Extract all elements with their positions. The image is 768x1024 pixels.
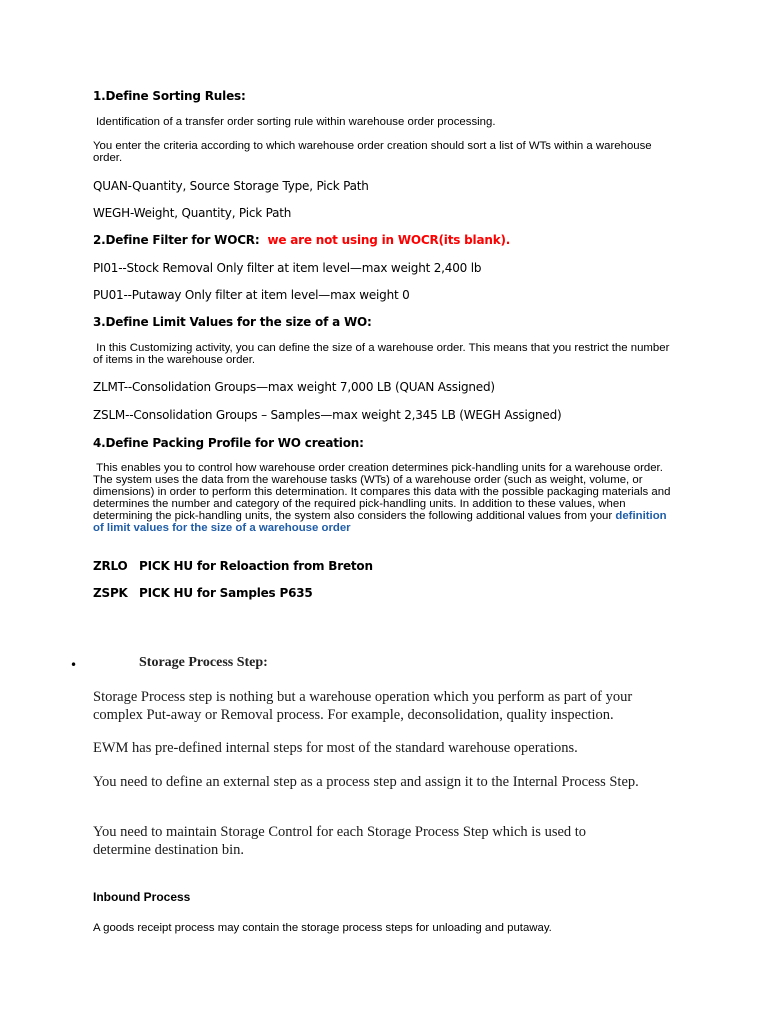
- limit-values-description: [93, 342, 678, 366]
- filter-note: we are not using in WOCR(its blank).: [267, 233, 511, 247]
- profile-description: PICK HU for Reloaction from Breton: [139, 559, 373, 573]
- limit-values-link[interactable]: definition of limit values for the size of a warehouse order: [93, 510, 667, 534]
- sorting-criteria-text: You enter the criteria according to which warehouse order creation should sort a list of WTs within a warehouse order.: [93, 140, 652, 164]
- filter-heading: 2.Define Filter for WOCR:: [93, 233, 260, 247]
- packing-description-text: This enables you to control how warehouse order creation determines pick-handling units for a warehouse order. The system uses the data from the warehouse tasks (WTs) of a warehouse order (such as weight, volume, or dimensions) in order to perform this determination. It compares this data with the possible packaging materials and determines the number and category of the required pick-handling units. In addition to these values, when determining the pick-handling units, the system also considers the following additional values from your: [93, 462, 671, 522]
- filter-pu01: PU01--Putaway Only filter at item level—max weight 0: [93, 288, 410, 302]
- inbound-process-heading: Inbound Process: [93, 890, 191, 904]
- sorting-rules-heading: 1.Define Sorting Rules:: [93, 89, 246, 103]
- limit-zslm: ZSLM--Consolidation Groups – Samples—max weight 2,345 LB (WEGH Assigned): [93, 408, 562, 422]
- limit-values-heading: 3.Define Limit Values for the size of a WO:: [93, 315, 372, 329]
- sorting-rule-quan: QUAN-Quantity, Source Storage Type, Pick Path: [93, 179, 369, 193]
- filter-heading-line: [93, 233, 683, 248]
- storage-process-paragraph: EWM has pre-defined internal steps for most of the standard warehouse operations.: [93, 740, 578, 756]
- packing-profile-zrlo: [93, 559, 683, 574]
- storage-process-paragraph: You need to define an external step as a process step and assign it to the Internal Process Step.: [93, 774, 639, 790]
- bullet-icon: •: [70, 658, 78, 672]
- sorting-rule-wegh: WEGH-Weight, Quantity, Pick Path: [93, 206, 292, 220]
- profile-code: ZRLO: [93, 559, 128, 573]
- profile-code: ZSPK: [93, 586, 128, 600]
- limit-values-description-text: In this Customizing activity, you can define the size of a warehouse order. This means that you restrict the number of items in the warehouse order.: [93, 342, 670, 366]
- storage-process-paragraph: You need to maintain Storage Control for each Storage Process Step which is used to determine destination bin.: [93, 824, 587, 858]
- limit-zlmt: ZLMT--Consolidation Groups—max weight 7,000 LB (QUAN Assigned): [93, 380, 495, 394]
- sorting-identification-text: Identification of a transfer order sorting rule within warehouse order processing.: [96, 116, 496, 128]
- inbound-process-text: A goods receipt process may contain the storage process steps for unloading and putaway.: [93, 922, 552, 934]
- packing-profile-zspk: [93, 586, 683, 601]
- storage-process-heading: Storage Process Step:: [139, 655, 268, 670]
- storage-process-paragraph: Storage Process step is nothing but a warehouse operation which you perform as part of your complex Put-away or Removal process. For example, deconsolidation, quality inspection.: [93, 689, 633, 723]
- filter-pi01: PI01--Stock Removal Only filter at item level—max weight 2,400 lb: [93, 261, 482, 275]
- packing-profile-heading: 4.Define Packing Profile for WO creation:: [93, 436, 364, 450]
- packing-profile-description: [93, 462, 678, 534]
- profile-description: PICK HU for Samples P635: [139, 586, 313, 600]
